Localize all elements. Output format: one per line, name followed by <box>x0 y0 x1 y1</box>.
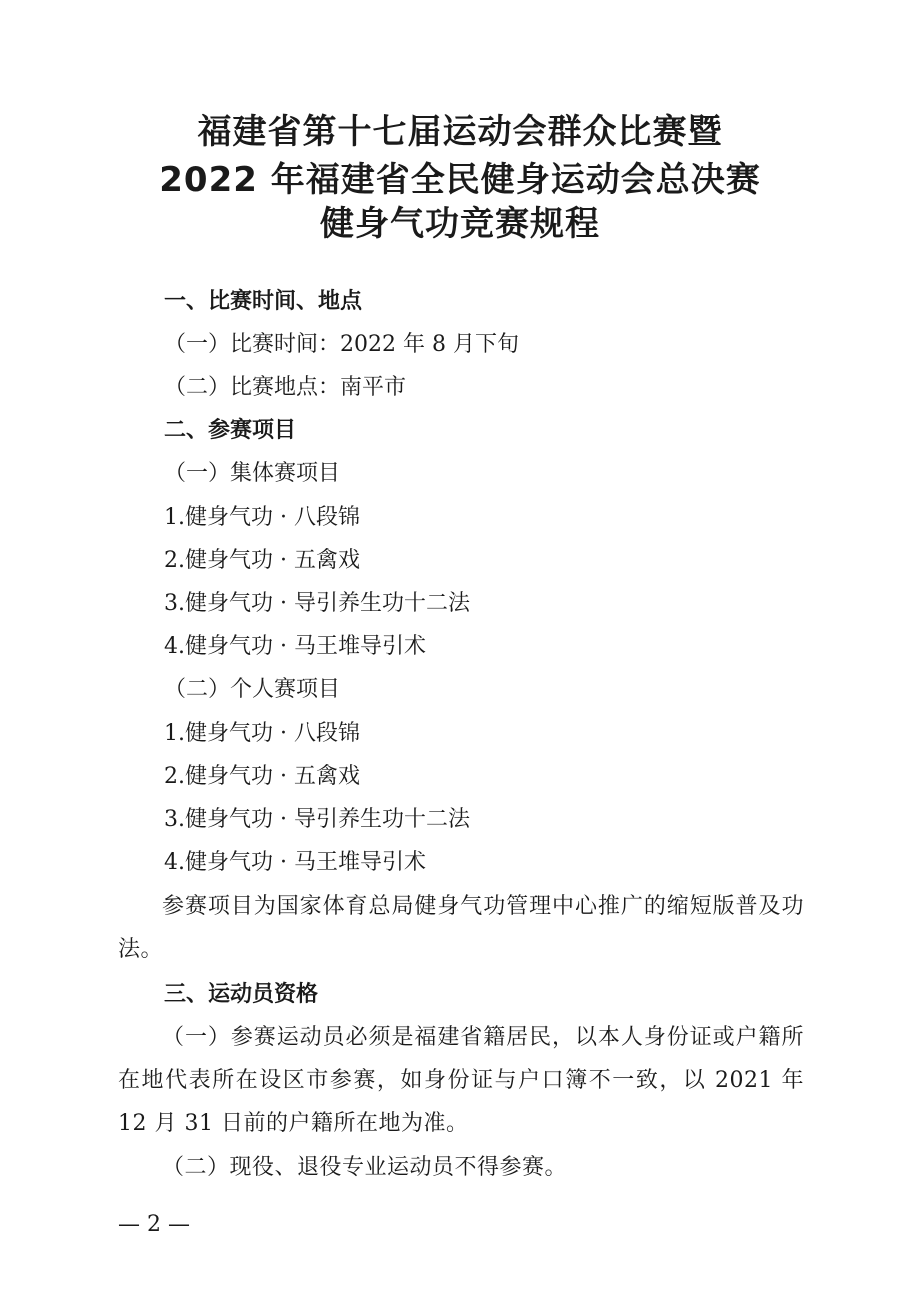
team-event-item: 1.健身气功 · 八段锦 <box>164 505 360 530</box>
document-title-line-3: 健身气功竞赛规程 <box>320 204 600 244</box>
section-1-item-place: （二）比赛地点：南平市 <box>164 375 407 400</box>
team-event-item: 2.健身气功 · 五禽戏 <box>164 548 360 573</box>
eligibility-paragraph-2: （二）现役、退役专业运动员不得参赛。 <box>162 1155 568 1180</box>
section-3-heading: 三、运动员资格 <box>164 982 319 1007</box>
section-1-item-time: （一）比赛时间：2022 年 8 月下旬 <box>164 332 519 357</box>
individual-event-item: 3.健身气功 · 导引养生功十二法 <box>164 807 470 832</box>
document-title-line-1: 福建省第十七届运动会群众比赛暨 <box>197 112 723 152</box>
document-title-line-2: 2022 年福建省全民健身运动会总决赛 <box>159 160 761 200</box>
team-event-item: 4.健身气功 · 马王堆导引术 <box>164 634 426 659</box>
group-individual-label: （二）个人赛项目 <box>164 677 341 702</box>
section-1-heading: 一、比赛时间、地点 <box>164 289 363 314</box>
page-number: — 2 — <box>118 1212 190 1237</box>
group-team-label: （一）集体赛项目 <box>164 461 341 486</box>
individual-event-item: 4.健身气功 · 马王堆导引术 <box>164 850 426 875</box>
events-note-paragraph: 参赛项目为国家体育总局健身气功管理中心推广的缩短版普及功法。 <box>118 894 804 962</box>
team-event-item: 3.健身气功 · 导引养生功十二法 <box>164 591 470 616</box>
eligibility-paragraph-1: （一）参赛运动员必须是福建省籍居民，以本人身份证或户籍所在地代表所在设区市参赛，如身份证与户口簿不一致，以 2021 年 12 月 31 日前的户籍所在地为准。 <box>118 1025 804 1136</box>
individual-event-item: 1.健身气功 · 八段锦 <box>164 721 360 746</box>
individual-event-item: 2.健身气功 · 五禽戏 <box>164 764 360 789</box>
section-2-heading: 二、参赛项目 <box>164 418 297 443</box>
